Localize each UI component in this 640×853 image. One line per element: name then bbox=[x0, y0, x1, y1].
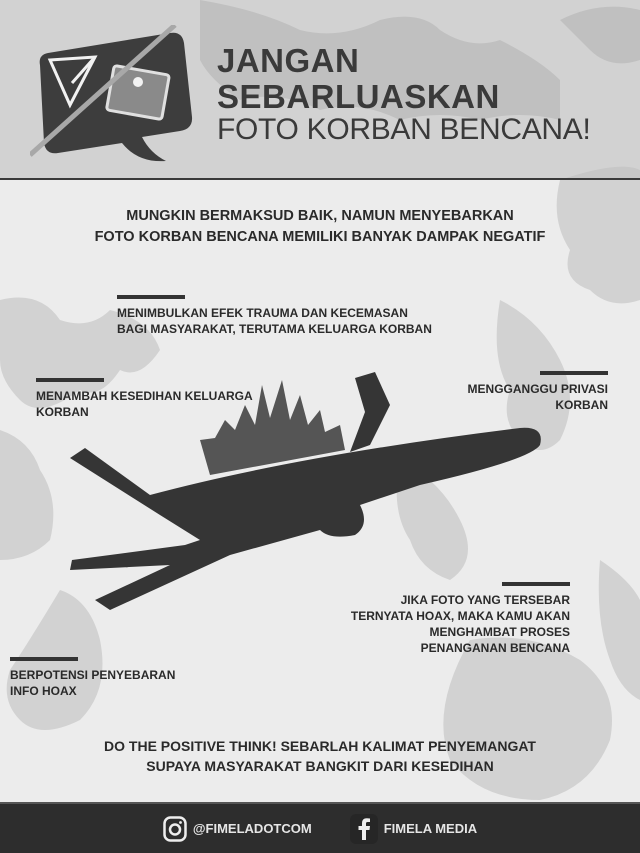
point-line: KORBAN bbox=[36, 405, 89, 419]
accent-bar bbox=[10, 657, 78, 661]
closing-line-1-rest: SEBARLAH KALIMAT PENYEMANGAT bbox=[276, 738, 536, 754]
header-banner bbox=[0, 0, 640, 180]
intro-line-2: FOTO KORBAN BENCANA MEMILIKI BANYAK DAMPAK NEGATIF bbox=[94, 229, 546, 245]
accent-bar bbox=[36, 378, 104, 382]
closing-line-1 bbox=[0, 736, 640, 756]
intro-text bbox=[0, 206, 640, 248]
point-line: PENANGANAN BENCANA bbox=[420, 641, 570, 655]
accent-bar bbox=[540, 371, 608, 375]
point-line: TERNYATA HOAX, MAKA KAMU AKAN bbox=[350, 609, 570, 623]
point-line: MENIMBULKAN EFEK TRAUMA DAN KECEMASAN bbox=[117, 306, 408, 320]
point-trauma bbox=[117, 295, 432, 337]
instagram-icon bbox=[163, 816, 187, 842]
point-sadness bbox=[36, 378, 253, 420]
footer bbox=[0, 802, 640, 853]
facebook-icon bbox=[350, 814, 378, 844]
title-line-1: JANGAN bbox=[217, 42, 360, 79]
facebook-name: FIMELA MEDIA bbox=[383, 821, 478, 836]
closing-message bbox=[0, 736, 640, 776]
instagram-handle: @FIMELADOTCOM bbox=[192, 821, 312, 836]
point-line: KORBAN bbox=[555, 398, 608, 412]
instagram-link[interactable] bbox=[163, 816, 312, 842]
point-line: MENGHAMBAT PROSES bbox=[429, 625, 570, 639]
no-sharing-photo-icon bbox=[30, 25, 210, 170]
point-line: BERPOTENSI PENYEBARAN bbox=[10, 668, 176, 682]
accent-bar bbox=[502, 582, 570, 586]
point-line: MENGGANGGU PRIVASI bbox=[467, 382, 608, 396]
closing-emphasis: DO THE POSITIVE THINK! bbox=[104, 738, 277, 754]
point-hoax-spread bbox=[10, 657, 175, 699]
point-hoax-hamper bbox=[351, 582, 570, 656]
facebook-link[interactable] bbox=[350, 814, 477, 844]
point-line: BAGI MASYARAKAT, TERUTAMA KELUARGA KORBAN bbox=[117, 322, 432, 336]
intro-line-1: MUNGKIN BERMAKSUD BAIK, NAMUN MENYEBARKAN bbox=[126, 208, 514, 224]
point-privacy bbox=[468, 371, 608, 413]
point-line: INFO HOAX bbox=[10, 684, 77, 698]
point-line: JIKA FOTO YANG TERSEBAR bbox=[400, 593, 570, 607]
accent-bar bbox=[117, 295, 185, 299]
title-line-2: SEBARLUASKAN bbox=[217, 78, 500, 115]
title-line-3: FOTO KORBAN BENCANA! bbox=[217, 113, 591, 146]
point-line: MENAMBAH KESEDIHAN KELUARGA bbox=[36, 389, 253, 403]
closing-line-2: SUPAYA MASYARAKAT BANGKIT DARI KESEDIHAN bbox=[146, 758, 494, 774]
